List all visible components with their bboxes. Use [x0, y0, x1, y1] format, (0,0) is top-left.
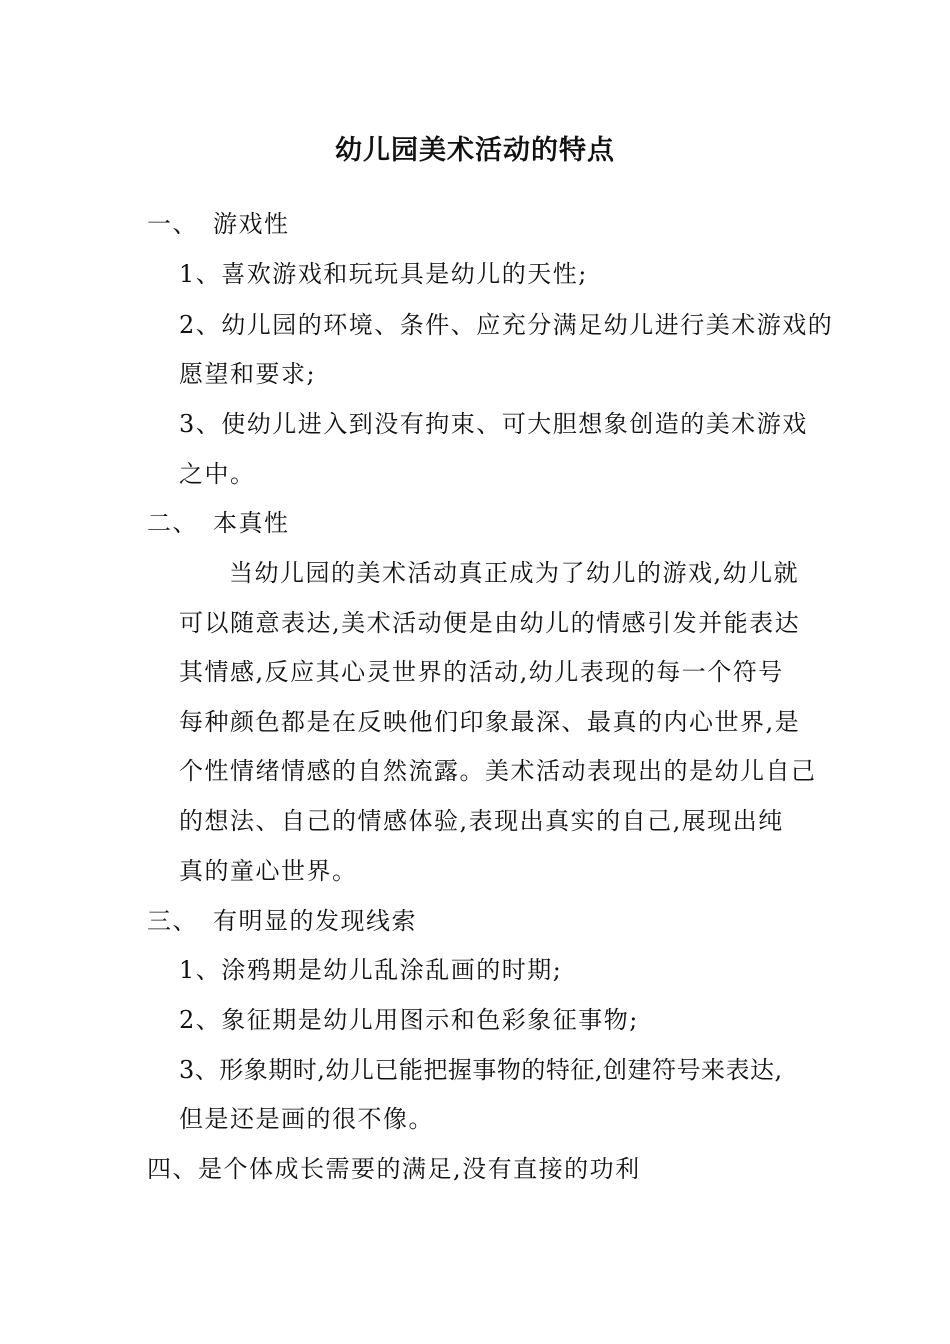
section-3-line-3: 3、形象期时,幼儿已能把握事物的特征,创建符号来表达,	[179, 1056, 783, 1084]
section-3-line-1: 1、涂鸦期是幼儿乱涂乱画的时期;	[179, 956, 563, 984]
section-1-line-1: 1、喜欢游戏和玩玩具是幼儿的天性;	[179, 260, 588, 288]
document-title: 幼儿园美术活动的特点	[335, 135, 615, 166]
section-3-heading	[147, 901, 417, 941]
section-1-line-3: 愿望和要求;	[179, 360, 317, 388]
section-3-line-2: 2、象征期是幼儿用图示和色彩象征事物;	[179, 1006, 639, 1034]
section-2-line-5: 个性情绪情感的自然流露。美术活动表现出的是幼儿自己	[179, 757, 817, 785]
section-2-line-7: 真的童心世界。	[179, 857, 358, 885]
section-1-heading	[147, 204, 290, 244]
section-2-number: 二、	[147, 509, 198, 537]
section-2-line-2: 可以随意表达,美术活动便是由幼儿的情感引发并能表达	[179, 609, 801, 637]
section-1-title: 游戏性	[213, 210, 290, 238]
section-1-line-5: 之中。	[179, 460, 256, 488]
section-2-line-4: 每种颜色都是在反映他们印象最深、最真的内心世界,是	[179, 708, 801, 736]
section-3-title: 有明显的发现线索	[213, 907, 417, 935]
section-2-heading	[147, 503, 290, 543]
section-2-line-3: 其情感,反应其心灵世界的活动,幼儿表现的每一个符号	[179, 658, 784, 686]
section-1-line-2: 2、幼儿园的环境、条件、应充分满足幼儿进行美术游戏的	[179, 311, 834, 339]
section-2-line-6: 的想法、自己的情感体验,表现出真实的自己,展现出纯	[179, 807, 784, 835]
section-3-line-4: 但是还是画的很不像。	[179, 1105, 434, 1133]
section-3-number: 三、	[147, 907, 198, 935]
section-2-title: 本真性	[213, 509, 290, 537]
section-4-heading: 四、是个体成长需要的满足,没有直接的功利	[147, 1155, 641, 1183]
section-2-line-1: 当幼儿园的美术活动真正成为了幼儿的游戏,幼儿就	[229, 559, 800, 587]
section-1-line-4: 3、使幼儿进入到没有拘束、可大胆想象创造的美术游戏	[179, 410, 808, 438]
section-1-number: 一、	[147, 210, 198, 238]
